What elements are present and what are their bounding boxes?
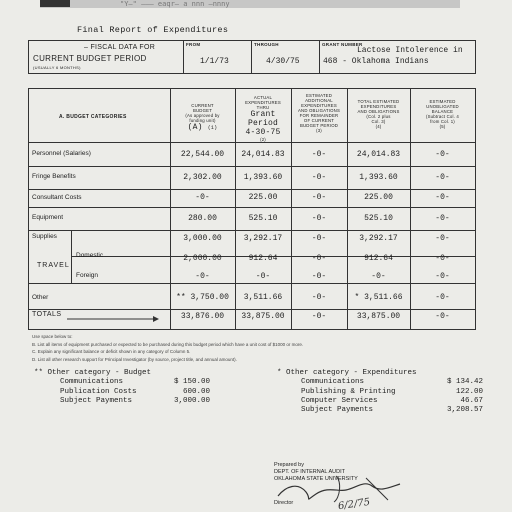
cell-foreign-total: -0- <box>371 272 386 281</box>
through-value: 4/30/75 <box>266 57 300 66</box>
cell-consultant-estimated: -0- <box>311 193 327 202</box>
row-label-consultant: Consultant Costs <box>32 194 82 201</box>
cell-totals-total: 33,875.00 <box>356 312 401 321</box>
cell-fringe-budget: 2,302.00 <box>183 173 222 182</box>
other-budget-item: Publication Costs 600.00 <box>60 387 210 396</box>
note-c: C. Explain any significant balance or deficit shown in any category of Column 5. <box>32 349 191 354</box>
row-label-domestic: Domestic <box>76 252 104 259</box>
actual-thru-date: 4-30-75 <box>245 128 281 137</box>
current-budget-header: CURRENT BUDGET (As approved by funding unit) (A) (1) <box>185 103 220 132</box>
cell-domestic-balance: -0- <box>435 254 450 263</box>
current-budget-code: (A) <box>187 123 203 132</box>
other-expenditures-block <box>277 369 483 415</box>
cell-other-balance: -0- <box>435 293 450 302</box>
other-budget-item: Communications $ 150.00 <box>60 378 210 387</box>
other-expenditures-item: Publishing & Printing 122.00 <box>301 387 483 396</box>
report-title: Final Report of Expenditures <box>77 25 229 35</box>
cell-other-actual: 3,511.66 <box>243 293 283 302</box>
cell-fringe-actual: 1,393.60 <box>243 173 283 182</box>
estimated-additional-header: ESTIMATED ADDITIONAL EXPENDITURES AND OBLIGATIONS FOR REMAINDER OF CURRENT BUDGET PERIOD (3) <box>297 93 341 133</box>
other-expenditures-item: Communications $ 134.42 <box>301 378 483 387</box>
through-label: THROUGH <box>254 42 279 47</box>
cell-foreign-estimated: -0- <box>311 272 327 281</box>
cell-equipment-balance: -0- <box>435 214 450 223</box>
signature-date: 6/2/75 <box>337 496 371 512</box>
cell-consultant-total: 225.00 <box>364 193 393 202</box>
grant-title-line1: Lactose Intolerence in <box>357 46 463 55</box>
row-label-foreign: Foreign <box>76 272 99 279</box>
top-strip <box>40 0 460 8</box>
cell-fringe-total: 1,393.60 <box>359 173 398 182</box>
cell-personnel-estimated: -0- <box>311 150 327 159</box>
row-label-equipment: Equipment <box>32 214 64 221</box>
other-expenditures-title: * Other category - Expenditures <box>277 369 417 377</box>
cell-personnel-budget: 22,544.00 <box>180 150 225 159</box>
cell-consultant-actual: 225.00 <box>248 193 278 202</box>
current-budget-period-label: CURRENT BUDGET PERIOD <box>33 54 147 63</box>
grant-period-handwritten: Grant Period <box>247 110 278 128</box>
other-budget-title: ** Other category - Budget <box>34 369 152 377</box>
budget-table <box>28 88 476 330</box>
instructions-notes <box>32 333 303 363</box>
grant-title-line2: 468 - Oklahoma Indians <box>323 57 429 66</box>
notes-intro: Use space below to: <box>32 334 73 339</box>
cell-fringe-estimated: -0- <box>311 173 327 182</box>
unobligated-balance-header: ESTIMATED UNOBLIGATED BALANCE (Subtract Col. 4 from Col. 1) (5) <box>425 99 460 129</box>
cell-domestic-actual: 912.64 <box>248 254 278 263</box>
letterhead-logo <box>40 0 70 7</box>
cell-domestic-total: 912.64 <box>364 254 393 263</box>
cell-totals-estimated: -0- <box>311 312 327 321</box>
cell-supplies-estimated: -0- <box>311 234 327 243</box>
cell-totals-budget: 33,876.00 <box>180 312 225 321</box>
note-b: B. List all items of equipment purchased or expected to be purchased during this budget period which have a unit cost of $1000 or more. <box>32 341 304 347</box>
cell-supplies-balance: -0- <box>435 234 450 243</box>
dept-internal-audit: DEPT. OF INTERNAL AUDIT <box>274 469 346 475</box>
cell-supplies-actual: 3,292.17 <box>243 234 283 243</box>
cell-consultant-budget: -0- <box>195 193 210 202</box>
row-label-fringe: Fringe Benefits <box>32 173 76 180</box>
other-budget-block <box>34 369 210 406</box>
cell-consultant-balance: -0- <box>435 193 450 202</box>
grant-number-label: GRANT NUMBER <box>322 42 363 47</box>
cell-personnel-total: 24,014.83 <box>356 150 401 159</box>
cell-domestic-estimated: -0- <box>311 254 327 263</box>
note-d: D. List all other research support for Principal Investigator (by source, project title, and annual amount). <box>32 356 237 362</box>
budget-categories-header: A. BUDGET CATEGORIES <box>59 114 127 120</box>
director-signature <box>276 472 406 504</box>
other-budget-item: Subject Payments 3,000.00 <box>60 396 210 405</box>
prepared-by-label: Prepared by <box>274 462 304 468</box>
cell-totals-actual: 33,875.00 <box>241 312 285 321</box>
cell-foreign-budget: -0- <box>195 272 210 281</box>
fiscal-data-label: – FISCAL DATA FOR <box>84 44 156 51</box>
other-expenditures-item: Computer Services 46.67 <box>301 396 483 405</box>
cell-equipment-budget: 280.00 <box>188 214 217 223</box>
cell-totals-balance: -0- <box>435 312 450 321</box>
cell-foreign-balance: -0- <box>435 272 450 281</box>
cell-foreign-actual: -0- <box>255 272 271 281</box>
cell-fringe-balance: -0- <box>435 173 450 182</box>
actual-expenditures-header: ACTUAL EXPENDITURES THRU Grant Period 4-30-75 (2) <box>235 95 291 142</box>
cell-other-total: * 3,511.66 <box>354 293 403 302</box>
total-estimated-header: TOTAL ESTIMATED EXPENDITURES AND OBLIGATIONS (Col. 2 plus Col. 3) (4) <box>357 99 400 129</box>
usually-6-months-label: (USUALLY 6 MONTHS) <box>33 65 81 70</box>
cell-equipment-estimated: -0- <box>311 214 327 223</box>
from-value: 1/1/73 <box>200 57 229 66</box>
row-label-other: Other <box>32 294 49 301</box>
cell-other-budget: ** 3,750.00 <box>176 293 229 302</box>
cell-supplies-total: 3,292.17 <box>359 234 398 243</box>
cell-personnel-balance: -0- <box>435 150 450 159</box>
cell-equipment-total: 525.10 <box>364 214 393 223</box>
cell-supplies-budget: 3,000.00 <box>183 234 222 243</box>
totals-arrow-icon <box>67 315 159 323</box>
other-expenditures-item: Subject Payments 3,208.57 <box>301 406 483 415</box>
cell-other-estimated: -0- <box>311 293 327 302</box>
row-label-personnel: Personnel (Salaries) <box>32 150 91 157</box>
row-label-travel: TRAVEL <box>37 262 70 269</box>
director-label: Director <box>274 500 294 506</box>
from-label: FROM <box>186 42 201 47</box>
cell-personnel-actual: 24,014.83 <box>241 150 285 159</box>
fiscal-header <box>28 40 476 74</box>
top-strip-text: "Y–" ––– eaqr— a nnn —nnny <box>120 0 230 8</box>
row-label-supplies: Supplies <box>32 233 57 240</box>
cell-domestic-budget: 2,000.00 <box>183 254 222 263</box>
row-label-totals: TOTALS <box>32 311 62 318</box>
cell-equipment-actual: 525.10 <box>248 214 278 223</box>
oklahoma-state-university: OKLAHOMA STATE UNIVERSITY <box>274 476 358 482</box>
